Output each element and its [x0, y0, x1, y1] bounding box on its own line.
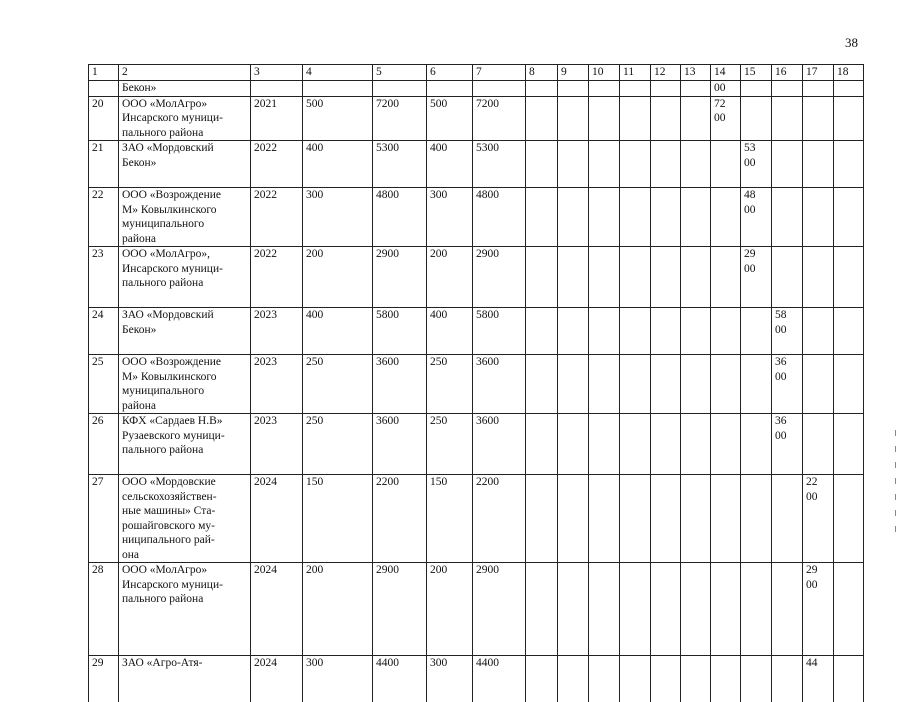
cell-col-11 [620, 188, 651, 247]
cell-col-15: 53 00 [741, 141, 772, 188]
cell-col-10 [589, 475, 620, 563]
cell-col-11 [620, 308, 651, 355]
cell-col-7: 4400 [473, 656, 526, 702]
cell-col-5: 5800 [373, 308, 427, 355]
cell-col-1 [89, 81, 119, 97]
header-cell-15: 15 [741, 65, 772, 81]
cell-col-6: 300 [427, 188, 473, 247]
cell-col-17 [803, 308, 834, 355]
cell-col-13 [681, 475, 711, 563]
table-row [89, 414, 864, 475]
cell-col-5: 2200 [373, 475, 427, 563]
cell-col-10 [589, 96, 620, 141]
cell-col-8 [526, 141, 558, 188]
cell-col-1: 22 [89, 188, 119, 247]
cell-col-2: ЗАО «Мордовский Бекон» [119, 308, 251, 355]
cell-col-16 [772, 81, 803, 97]
cell-col-16: 36 00 [772, 355, 803, 414]
cell-col-5: 7200 [373, 96, 427, 141]
cell-col-14 [711, 475, 741, 563]
cell-col-14: 00 [711, 81, 741, 97]
cell-col-7: 7200 [473, 96, 526, 141]
cell-col-16 [772, 141, 803, 188]
cell-col-17: 44 [803, 656, 834, 702]
cell-col-9 [558, 247, 589, 308]
scan-edge-marks [893, 420, 899, 580]
cell-col-2: ООО «Мордовские сельскохозяйствен- ные машины» Ста- рошайговского му- ниципального рай- она [119, 475, 251, 563]
cell-col-7: 2900 [473, 563, 526, 656]
cell-col-16: 36 00 [772, 414, 803, 475]
cell-col-4: 400 [303, 141, 373, 188]
cell-col-8 [526, 81, 558, 97]
header-cell-5: 5 [373, 65, 427, 81]
cell-col-12 [651, 81, 681, 97]
cell-col-16 [772, 188, 803, 247]
cell-col-12 [651, 475, 681, 563]
cell-col-8 [526, 247, 558, 308]
cell-col-5: 3600 [373, 414, 427, 475]
cell-col-6: 200 [427, 563, 473, 656]
cell-col-10 [589, 656, 620, 702]
cell-col-15 [741, 81, 772, 97]
cell-col-10 [589, 563, 620, 656]
cell-col-8 [526, 188, 558, 247]
cell-col-15 [741, 96, 772, 141]
cell-col-8 [526, 563, 558, 656]
table-row [89, 563, 864, 656]
cell-col-5: 2900 [373, 247, 427, 308]
cell-col-2: ООО «МолАгро», Инсарского муници- пального района [119, 247, 251, 308]
cell-col-7: 3600 [473, 414, 526, 475]
cell-col-11 [620, 247, 651, 308]
cell-col-6: 250 [427, 355, 473, 414]
cell-col-4: 300 [303, 656, 373, 702]
cell-col-5: 3600 [373, 355, 427, 414]
cell-col-7: 2900 [473, 247, 526, 308]
cell-col-10 [589, 188, 620, 247]
table-row [89, 308, 864, 355]
cell-col-18 [834, 141, 864, 188]
cell-col-1: 21 [89, 141, 119, 188]
cell-col-4: 200 [303, 247, 373, 308]
cell-col-10 [589, 355, 620, 414]
cell-col-13 [681, 308, 711, 355]
cell-col-11 [620, 141, 651, 188]
cell-col-3: 2024 [251, 475, 303, 563]
cell-col-1: 20 [89, 96, 119, 141]
cell-col-15 [741, 355, 772, 414]
cell-col-12 [651, 656, 681, 702]
cell-col-12 [651, 563, 681, 656]
header-cell-16: 16 [772, 65, 803, 81]
cell-col-15 [741, 475, 772, 563]
cell-col-10 [589, 141, 620, 188]
cell-col-2: ООО «Возрождение М» Ковылкинского муниципального района [119, 355, 251, 414]
cell-col-8 [526, 475, 558, 563]
cell-col-3: 2022 [251, 188, 303, 247]
cell-col-13 [681, 81, 711, 97]
header-cell-3: 3 [251, 65, 303, 81]
cell-col-3 [251, 81, 303, 97]
cell-col-4: 500 [303, 96, 373, 141]
cell-col-5: 2900 [373, 563, 427, 656]
cell-col-14 [711, 656, 741, 702]
table-row [89, 355, 864, 414]
cell-col-13 [681, 563, 711, 656]
cell-col-2: ООО «Возрождение М» Ковылкинского муниципального района [119, 188, 251, 247]
cell-col-11 [620, 96, 651, 141]
cell-col-9 [558, 308, 589, 355]
cell-col-2: ЗАО «Агро-Атя- [119, 656, 251, 702]
header-row [89, 65, 864, 81]
table-row [89, 141, 864, 188]
cell-col-15 [741, 308, 772, 355]
cell-col-5: 4400 [373, 656, 427, 702]
cell-col-3: 2021 [251, 96, 303, 141]
cell-col-16: 58 00 [772, 308, 803, 355]
cell-col-9 [558, 414, 589, 475]
cell-col-11 [620, 414, 651, 475]
cell-col-6: 500 [427, 96, 473, 141]
cell-col-14 [711, 188, 741, 247]
header-cell-14: 14 [711, 65, 741, 81]
cell-col-10 [589, 81, 620, 97]
cell-col-11 [620, 81, 651, 97]
cell-col-18 [834, 414, 864, 475]
cell-col-5: 5300 [373, 141, 427, 188]
cell-col-17: 29 00 [803, 563, 834, 656]
cell-col-2: Бекон» [119, 81, 251, 97]
header-cell-13: 13 [681, 65, 711, 81]
cell-col-10 [589, 308, 620, 355]
header-cell-11: 11 [620, 65, 651, 81]
cell-col-6: 150 [427, 475, 473, 563]
cell-col-18 [834, 308, 864, 355]
cell-col-11 [620, 475, 651, 563]
cell-col-5: 4800 [373, 188, 427, 247]
cell-col-4 [303, 81, 373, 97]
cell-col-8 [526, 308, 558, 355]
cell-col-9 [558, 141, 589, 188]
cell-col-3: 2024 [251, 563, 303, 656]
cell-col-6 [427, 81, 473, 97]
cell-col-4: 250 [303, 414, 373, 475]
cell-col-4: 400 [303, 308, 373, 355]
cell-col-7 [473, 81, 526, 97]
cell-col-11 [620, 656, 651, 702]
cell-col-10 [589, 247, 620, 308]
cell-col-10 [589, 414, 620, 475]
cell-col-18 [834, 563, 864, 656]
cell-col-6: 400 [427, 308, 473, 355]
cell-col-17 [803, 81, 834, 97]
cell-col-14 [711, 414, 741, 475]
cell-col-14: 72 00 [711, 96, 741, 141]
header-cell-10: 10 [589, 65, 620, 81]
header-cell-12: 12 [651, 65, 681, 81]
cell-col-18 [834, 81, 864, 97]
cell-col-8 [526, 414, 558, 475]
cell-col-13 [681, 414, 711, 475]
cell-col-17: 22 00 [803, 475, 834, 563]
cell-col-4: 200 [303, 563, 373, 656]
cell-col-9 [558, 475, 589, 563]
cell-col-9 [558, 656, 589, 702]
cell-col-3: 2023 [251, 414, 303, 475]
cell-col-15: 48 00 [741, 188, 772, 247]
page-number: 38 [845, 35, 858, 51]
cell-col-13 [681, 96, 711, 141]
cell-col-2: КФХ «Сардаев Н.В» Рузаевского муници- пального района [119, 414, 251, 475]
cell-col-18 [834, 96, 864, 141]
cell-col-2: ООО «МолАгро» Инсарского муници- пального района [119, 96, 251, 141]
header-cell-2: 2 [119, 65, 251, 81]
cell-col-17 [803, 355, 834, 414]
cell-col-6: 250 [427, 414, 473, 475]
cell-col-11 [620, 563, 651, 656]
cell-col-12 [651, 247, 681, 308]
cell-col-12 [651, 188, 681, 247]
header-cell-7: 7 [473, 65, 526, 81]
cell-col-12 [651, 96, 681, 141]
cell-col-15 [741, 563, 772, 656]
cell-col-4: 300 [303, 188, 373, 247]
cell-col-1: 29 [89, 656, 119, 702]
cell-col-6: 300 [427, 656, 473, 702]
cell-col-1: 25 [89, 355, 119, 414]
cell-col-18 [834, 355, 864, 414]
cell-col-11 [620, 355, 651, 414]
cell-col-14 [711, 355, 741, 414]
cell-col-9 [558, 96, 589, 141]
cell-col-7: 5800 [473, 308, 526, 355]
cell-col-16 [772, 656, 803, 702]
cell-col-3: 2023 [251, 355, 303, 414]
cell-col-13 [681, 141, 711, 188]
header-cell-9: 9 [558, 65, 589, 81]
header-cell-6: 6 [427, 65, 473, 81]
cell-col-6: 200 [427, 247, 473, 308]
cell-col-7: 5300 [473, 141, 526, 188]
header-cell-17: 17 [803, 65, 834, 81]
cell-col-9 [558, 81, 589, 97]
cell-col-16 [772, 475, 803, 563]
cell-col-5 [373, 81, 427, 97]
cell-col-1: 26 [89, 414, 119, 475]
cell-col-3: 2022 [251, 247, 303, 308]
table-row [89, 656, 864, 702]
cell-col-8 [526, 656, 558, 702]
cell-col-14 [711, 308, 741, 355]
cell-col-3: 2024 [251, 656, 303, 702]
cell-col-13 [681, 355, 711, 414]
cell-col-2: ООО «МолАгро» Инсарского муници- пального района [119, 563, 251, 656]
cell-col-1: 28 [89, 563, 119, 656]
cell-col-9 [558, 355, 589, 414]
table-row [89, 475, 864, 563]
cell-col-13 [681, 188, 711, 247]
header-cell-4: 4 [303, 65, 373, 81]
cell-col-1: 27 [89, 475, 119, 563]
cell-col-2: ЗАО «Мордовский Бекон» [119, 141, 251, 188]
data-table [88, 64, 864, 702]
cell-col-18 [834, 247, 864, 308]
cell-col-12 [651, 355, 681, 414]
header-cell-18: 18 [834, 65, 864, 81]
cell-col-18 [834, 188, 864, 247]
cell-col-8 [526, 96, 558, 141]
cell-col-16 [772, 247, 803, 308]
cell-col-12 [651, 414, 681, 475]
table-row [89, 188, 864, 247]
cell-col-4: 150 [303, 475, 373, 563]
cell-col-18 [834, 475, 864, 563]
cell-col-13 [681, 656, 711, 702]
table-row [89, 81, 864, 97]
cell-col-17 [803, 188, 834, 247]
cell-col-17 [803, 247, 834, 308]
cell-col-7: 3600 [473, 355, 526, 414]
cell-col-15 [741, 414, 772, 475]
cell-col-16 [772, 96, 803, 141]
cell-col-14 [711, 563, 741, 656]
table-row [89, 247, 864, 308]
cell-col-15: 29 00 [741, 247, 772, 308]
cell-col-17 [803, 141, 834, 188]
cell-col-13 [681, 247, 711, 308]
header-cell-1: 1 [89, 65, 119, 81]
cell-col-1: 24 [89, 308, 119, 355]
cell-col-15 [741, 656, 772, 702]
cell-col-14 [711, 141, 741, 188]
cell-col-4: 250 [303, 355, 373, 414]
cell-col-17 [803, 414, 834, 475]
cell-col-14 [711, 247, 741, 308]
table-row [89, 96, 864, 141]
cell-col-7: 4800 [473, 188, 526, 247]
cell-col-3: 2022 [251, 141, 303, 188]
cell-col-9 [558, 563, 589, 656]
cell-col-9 [558, 188, 589, 247]
cell-col-7: 2200 [473, 475, 526, 563]
cell-col-1: 23 [89, 247, 119, 308]
cell-col-3: 2023 [251, 308, 303, 355]
cell-col-12 [651, 308, 681, 355]
cell-col-18 [834, 656, 864, 702]
cell-col-17 [803, 96, 834, 141]
cell-col-8 [526, 355, 558, 414]
cell-col-12 [651, 141, 681, 188]
cell-col-6: 400 [427, 141, 473, 188]
header-cell-8: 8 [526, 65, 558, 81]
cell-col-16 [772, 563, 803, 656]
